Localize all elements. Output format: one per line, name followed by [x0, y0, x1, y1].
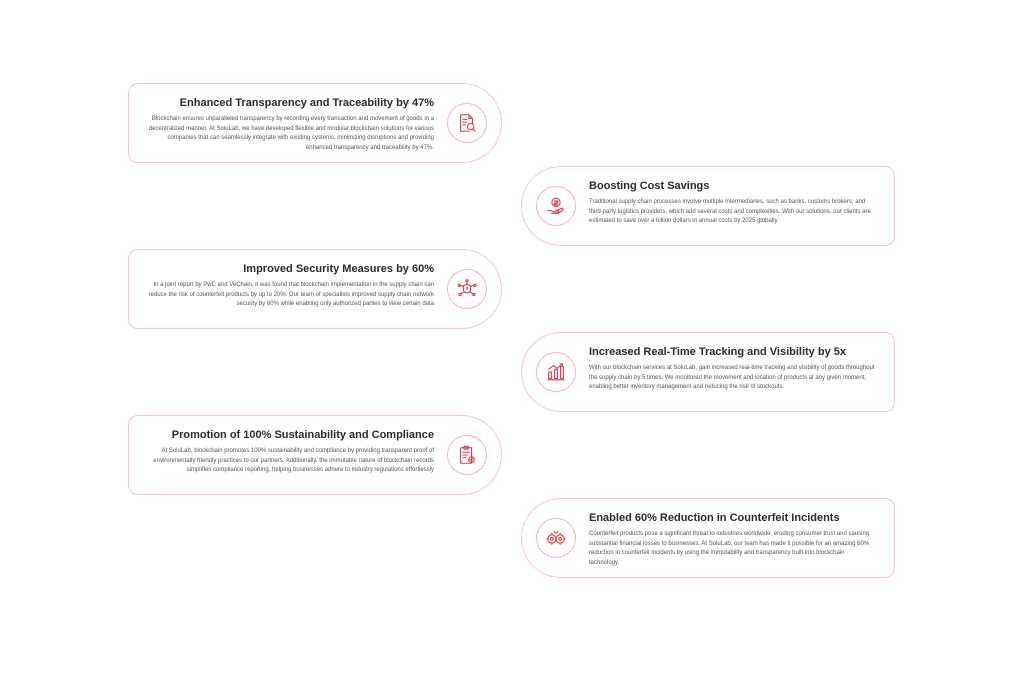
card-description: Counterfeit products pose a significant threat to industries worldwide, eroding consumer trust and causing substantial financial losses to businesses. At SoluLab, our team has made it possible for an amazing 60% reduction in counterfeit incidents by using the immutability and transparency built into blockchain technology.	[589, 531, 870, 566]
card-title: Increased Real-Time Tracking and Visibility by 5x	[589, 346, 846, 358]
card-description: Blockchain ensures unparalleled transparency by recording every transaction and movement of goods in a decentralized manner. At SoluLab, we have developed flexible and modular blockchain solutions for various companies that can seamlessly integrate with existing systems, minimizing disruptions and providing enhanced transparency and traceability by 47%.	[148, 116, 434, 151]
card-description: At SoluLab, blockchain promotes 100% sustainability and compliance by providing transparent proof of environmentally friendly practices to our partners. Additionally, the immutable nature of blockchain records simplifies compliance reporting, helping businesses adhere to industry regulations effortlessly	[153, 448, 434, 474]
card-title: Enabled 60% Reduction in Counterfeit Incidents	[589, 512, 840, 524]
counterfeit-gears-icon	[536, 518, 576, 558]
benefit-card-sustainability	[128, 415, 502, 495]
card-title: Promotion of 100% Sustainability and Compliance	[171, 429, 434, 441]
card-description: In a joint report by PwC and VeChain, it was found that blockchain implementation in the supply chain can reduce the risk of counterfeit products by up to 20%. Our team of specialists improved supply chain network security by 60% while enabling only authorized parties to view certain data	[148, 282, 434, 308]
security-network-icon	[447, 269, 487, 309]
card-title: Enhanced Transparency and Traceability by 47%	[179, 97, 434, 109]
document-search-icon	[447, 103, 487, 143]
tracking-chart-icon	[536, 352, 576, 392]
benefit-card-cost-savings	[521, 166, 895, 246]
benefit-card-security	[128, 249, 502, 329]
card-description: With our blockchain services at SoluLab, gain increased real-time tracking and visibility of goods throughout the supply chain by 5 times. We monitored the movement and location of products at any given moment, enabling better inventory management and reducing the risk of stockouts.	[589, 365, 875, 391]
compliance-clipboard-icon	[447, 435, 487, 475]
card-description: Traditional supply chain processes involve multiple intermediaries, such as banks, customs brokers, and third-party logistics providers, which add several costs and complexities. With our solutions, our clients are estimated to save over a billion dollars in annual costs by 2025 globally	[589, 199, 871, 225]
card-title: Improved Security Measures by 60%	[243, 263, 434, 275]
money-hand-icon	[536, 186, 576, 226]
benefit-card-tracking	[521, 332, 895, 412]
card-title: Boosting Cost Savings	[589, 180, 710, 192]
benefit-card-transparency	[128, 83, 502, 163]
benefit-card-counterfeit	[521, 498, 895, 578]
